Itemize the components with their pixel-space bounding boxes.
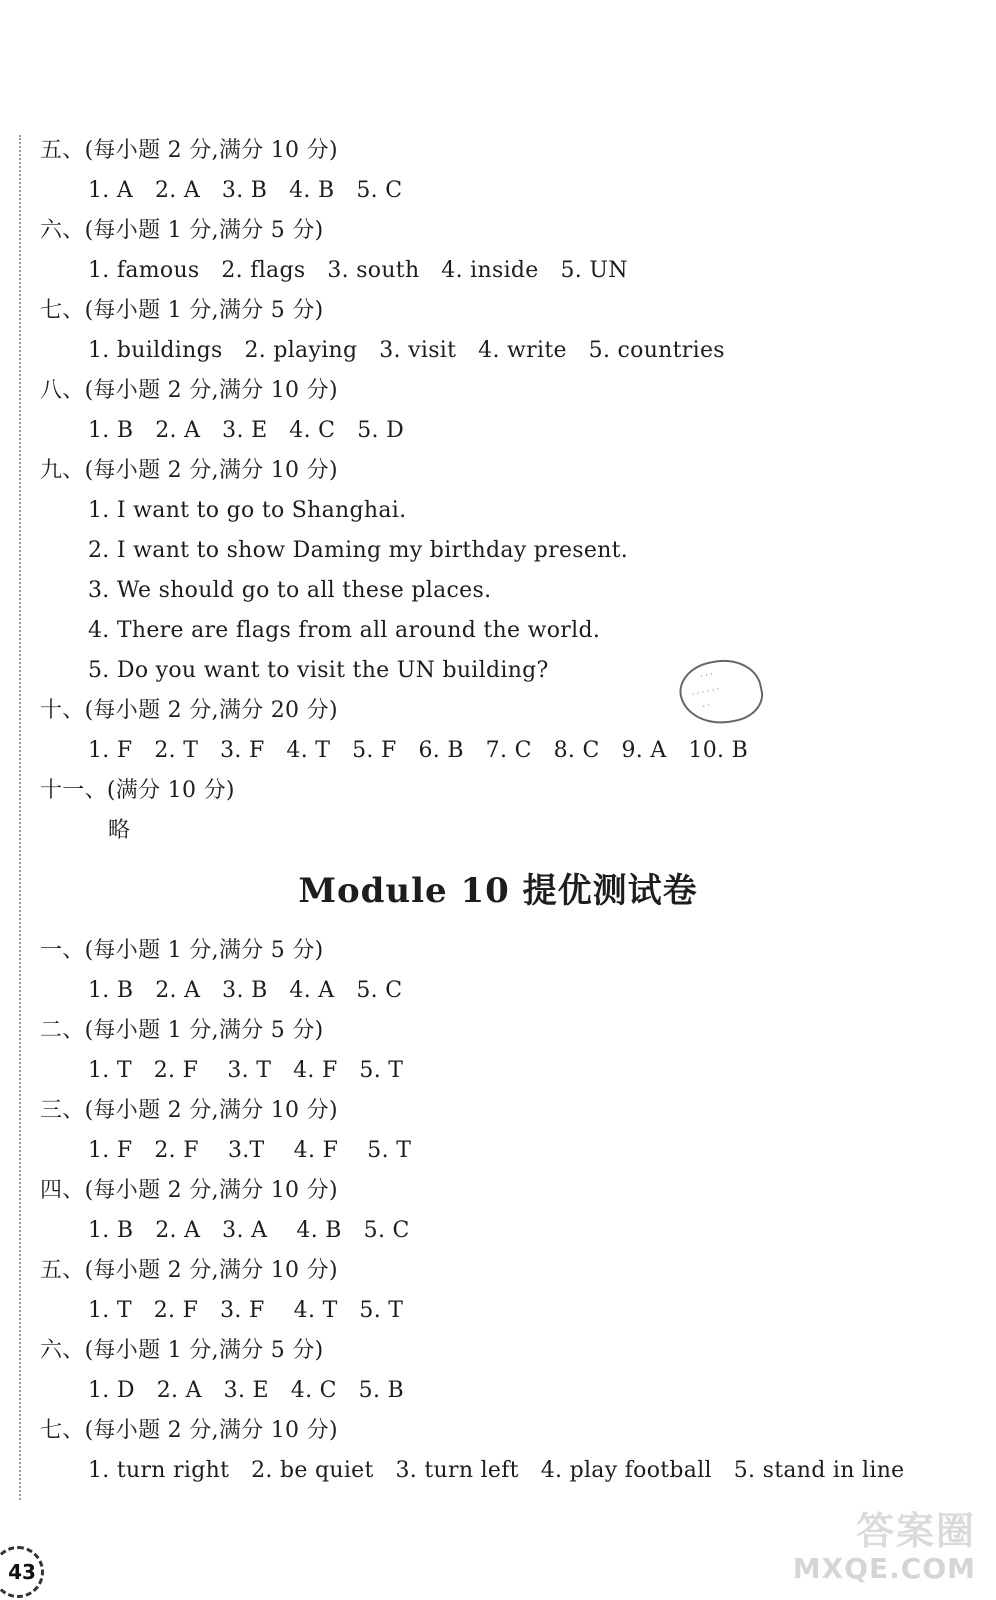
section-9-answer-1: 1. I want to go to Shanghai. xyxy=(88,498,407,523)
section-8-answers: 1. B 2. A 3. E 4. C 5. D xyxy=(88,418,405,443)
ink-stamp-mark: · · · · · · · · · · · xyxy=(674,652,768,732)
section-11-heading: 十一、(满分 10 分) xyxy=(40,778,235,803)
m10-section-2-answers: 1. T 2. F 3. T 4. F 5. T xyxy=(88,1058,404,1083)
section-11-answers: 略 xyxy=(108,818,131,843)
m10-section-1-heading: 一、(每小题 1 分,满分 5 分) xyxy=(40,938,324,963)
m10-section-6-answers: 1. D 2. A 3. E 4. C 5. B xyxy=(88,1378,405,1403)
m10-section-4-heading: 四、(每小题 2 分,满分 10 分) xyxy=(40,1178,338,1203)
m10-section-3-heading: 三、(每小题 2 分,满分 10 分) xyxy=(40,1098,338,1123)
m10-section-3-answers: 1. F 2. F 3.T 4. F 5. T xyxy=(88,1138,412,1163)
section-10-answers: 1. F 2. T 3. F 4. T 5. F 6. B 7. C 8. C 9. A 10. B xyxy=(88,738,749,763)
section-9-heading: 九、(每小题 2 分,满分 10 分) xyxy=(40,458,338,483)
page-number: 43 xyxy=(8,1560,36,1584)
section-6-answers: 1. famous 2. flags 3. south 4. inside 5. UN xyxy=(88,258,628,283)
section-9-answer-3: 3. We should go to all these places. xyxy=(88,578,492,603)
module-title: Module 10 提优测试卷 xyxy=(298,871,698,911)
m10-section-2-heading: 二、(每小题 1 分,满分 5 分) xyxy=(40,1018,324,1043)
section-5-heading: 五、(每小题 2 分,满分 10 分) xyxy=(40,138,338,163)
section-9-answer-2: 2. I want to show Daming my birthday present. xyxy=(88,538,629,563)
section-5-answers: 1. A 2. A 3. B 4. B 5. C xyxy=(88,178,403,203)
site-watermark xyxy=(786,1500,976,1600)
section-7-heading: 七、(每小题 1 分,满分 5 分) xyxy=(40,298,324,323)
watermark-url: MXQE.COM xyxy=(792,1552,976,1585)
m10-section-7-answers: 1. turn right 2. be quiet 3. turn left 4. play football 5. stand in line xyxy=(88,1458,905,1483)
m10-section-5-answers: 1. T 2. F 3. F 4. T 5. T xyxy=(88,1298,404,1323)
page-number-badge xyxy=(0,1546,44,1598)
m10-section-5-heading: 五、(每小题 2 分,满分 10 分) xyxy=(40,1258,338,1283)
section-6-heading: 六、(每小题 1 分,满分 5 分) xyxy=(40,218,324,243)
section-10-heading: 十、(每小题 2 分,满分 20 分) xyxy=(40,698,338,723)
section-8-heading: 八、(每小题 2 分,满分 10 分) xyxy=(40,378,338,403)
section-7-answers: 1. buildings 2. playing 3. visit 4. write 5. countries xyxy=(88,338,725,363)
watermark-logo-text: 答案圈 xyxy=(855,1509,976,1553)
m10-section-4-answers: 1. B 2. A 3. A 4. B 5. C xyxy=(88,1218,410,1243)
section-9-answer-5: 5. Do you want to visit the UN building? xyxy=(88,658,549,683)
m10-section-6-heading: 六、(每小题 1 分,满分 5 分) xyxy=(40,1338,324,1363)
section-9-answer-4: 4. There are flags from all around the world. xyxy=(88,618,601,643)
m10-section-7-heading: 七、(每小题 2 分,满分 10 分) xyxy=(40,1418,338,1443)
m10-section-1-answers: 1. B 2. A 3. B 4. A 5. C xyxy=(88,978,403,1003)
